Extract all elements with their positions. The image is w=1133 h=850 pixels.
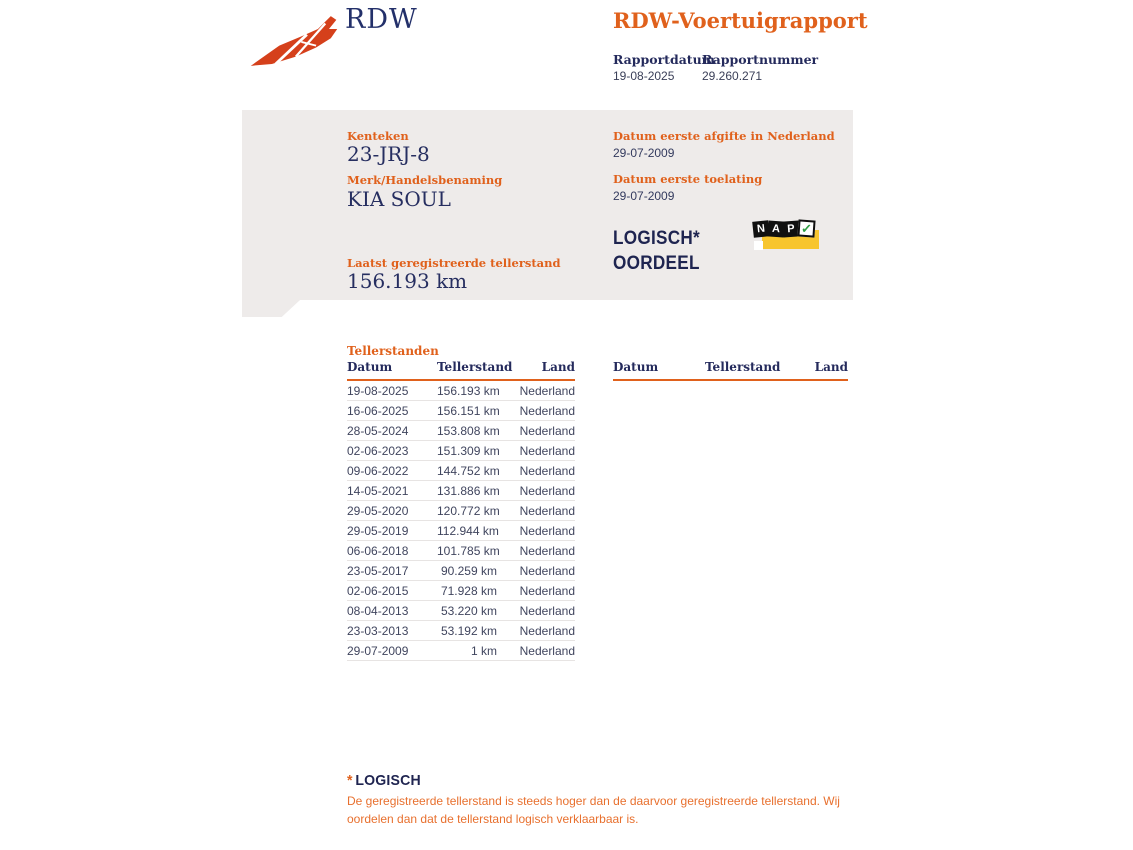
table-cell: 101.785 km: [437, 541, 497, 561]
table-cell: 156.193 km: [437, 380, 497, 401]
oordeel-line1: LOGISCH*: [613, 227, 700, 249]
table-cell: Nederland: [497, 380, 575, 401]
column-header: Tellerstand: [437, 360, 497, 380]
table-row: [347, 601, 575, 621]
nap-letter-p: P: [782, 220, 799, 237]
table-cell: 29-05-2020: [347, 501, 437, 521]
nap-logo: [753, 220, 821, 253]
table-cell: 23-05-2017: [347, 561, 437, 581]
footnote-title: LOGISCH: [355, 772, 421, 789]
nap-letter-a: A: [767, 220, 784, 237]
report-number-value: 29.260.271: [702, 69, 763, 83]
table-cell: 1 km: [437, 641, 497, 661]
table-cell: 153.808 km: [437, 421, 497, 441]
table-cell: 16-06-2025: [347, 401, 437, 421]
table-cell: 131.886 km: [437, 481, 497, 501]
table-cell: 28-05-2024: [347, 421, 437, 441]
column-header: Land: [497, 360, 575, 380]
table-cell: 02-06-2015: [347, 581, 437, 601]
table-cell: 14-05-2021: [347, 481, 437, 501]
eerste-toelating-value: 29-07-2009: [613, 189, 675, 203]
tellerstanden-table-right: [613, 360, 848, 381]
table-row: [347, 501, 575, 521]
table-cell: 29-07-2009: [347, 641, 437, 661]
table-cell: 19-08-2025: [347, 380, 437, 401]
table-cell: Nederland: [497, 601, 575, 621]
table-row: [347, 641, 575, 661]
table-cell: 112.944 km: [437, 521, 497, 541]
table-cell: Nederland: [497, 581, 575, 601]
table-cell: 53.192 km: [437, 621, 497, 641]
nap-checkmark-icon: ✓: [797, 219, 815, 237]
table-row: [347, 380, 575, 401]
table-cell: 90.259 km: [437, 561, 497, 581]
table-cell: 151.309 km: [437, 441, 497, 461]
table-cell: Nederland: [497, 621, 575, 641]
report-date-value: 19-08-2025: [613, 69, 675, 83]
table-cell: Nederland: [497, 421, 575, 441]
table-cell: Nederland: [497, 441, 575, 461]
nap-white-notch: [754, 241, 763, 250]
table-row: [347, 421, 575, 441]
table-row: [347, 521, 575, 541]
table-cell: Nederland: [497, 541, 575, 561]
table-row: [347, 581, 575, 601]
table-cell: Nederland: [497, 521, 575, 541]
table-row: [347, 541, 575, 561]
table-cell: Nederland: [497, 501, 575, 521]
table-cell: Nederland: [497, 561, 575, 581]
eerste-afgifte-label: Datum eerste afgifte in Nederland: [613, 129, 835, 143]
table-cell: 06-06-2018: [347, 541, 437, 561]
kenteken-label: Kenteken: [347, 129, 409, 143]
oordeel-line2: OORDEEL: [613, 252, 700, 274]
column-header: Datum: [347, 360, 437, 380]
kenteken-value: 23-JRJ-8: [347, 142, 430, 166]
laatste-tellerstand-value: 156.193 km: [347, 269, 468, 293]
nap-letter-n: N: [752, 220, 770, 238]
eerste-toelating-label: Datum eerste toelating: [613, 172, 763, 186]
table-cell: 29-05-2019: [347, 521, 437, 541]
merk-value: KIA SOUL: [347, 187, 451, 211]
table-cell: Nederland: [497, 641, 575, 661]
table-cell: Nederland: [497, 401, 575, 421]
table-cell: Nederland: [497, 461, 575, 481]
table-cell: 144.752 km: [437, 461, 497, 481]
report-date-label: Rapportdatum: [613, 52, 715, 67]
table-row: [347, 461, 575, 481]
table-row: [347, 621, 575, 641]
table-cell: 08-04-2013: [347, 601, 437, 621]
oordeel-text: [613, 226, 700, 276]
tellerstanden-table-left: [347, 360, 575, 661]
footnote-heading: [347, 772, 421, 789]
table-row: [347, 561, 575, 581]
report-number-label: Rapportnummer: [702, 52, 819, 67]
table-header: [613, 360, 848, 380]
table-cell: 71.928 km: [437, 581, 497, 601]
table-cell: Nederland: [497, 481, 575, 501]
eerste-afgifte-value: 29-07-2009: [613, 146, 675, 160]
table-cell: 120.772 km: [437, 501, 497, 521]
table-cell: 156.151 km: [437, 401, 497, 421]
table-cell: 09-06-2022: [347, 461, 437, 481]
tellerstanden-section-title: Tellerstanden: [347, 344, 439, 358]
rdw-wordmark: RDW: [345, 4, 418, 35]
table-row: [347, 481, 575, 501]
table-header: [347, 360, 575, 380]
footnote-text: De geregistreerde tellerstand is steeds hoger dan de daarvoor geregistreerde tellerstand. Wij oordelen dan dat de tellerstand logisch verklaarbaar is.: [347, 794, 840, 826]
table-row: [347, 441, 575, 461]
footnote-asterisk: *: [347, 772, 353, 789]
merk-label: Merk/Handelsbenaming: [347, 173, 503, 187]
rdw-logo-icon: [248, 10, 340, 72]
table-cell: 23-03-2013: [347, 621, 437, 641]
table-cell: 53.220 km: [437, 601, 497, 621]
column-header: Land: [765, 360, 848, 380]
table-row: [347, 401, 575, 421]
column-header: Datum: [613, 360, 705, 380]
table-cell: 02-06-2023: [347, 441, 437, 461]
column-header: Tellerstand: [705, 360, 765, 380]
laatste-tellerstand-label: Laatst geregistreerde tellerstand: [347, 256, 561, 270]
page-title: RDW-Voertuigrapport: [613, 8, 868, 33]
